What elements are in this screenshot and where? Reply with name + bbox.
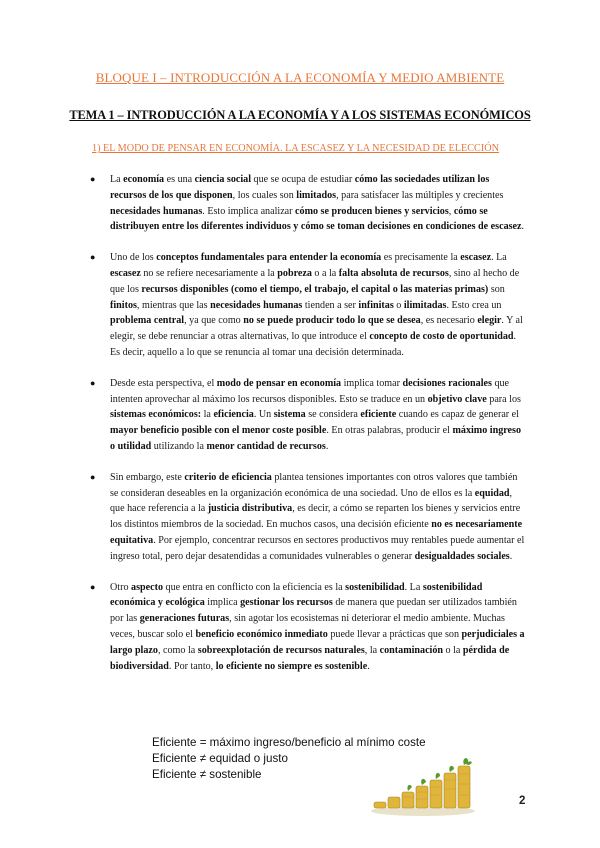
text-run: que se ocupa de estudiar <box>251 174 355 185</box>
text-run: . Por ejemplo, concentrar recursos en sectores productivos muy rentables puede aumentar el ingreso total, pero dejar desatendidas a comunidades vulnerables o generar <box>110 534 525 562</box>
text-run: . La <box>404 581 423 593</box>
text-run: Otro <box>110 581 132 593</box>
bold-term: menor cantidad de recursos <box>206 440 326 452</box>
text-run: , es necesario <box>420 315 478 327</box>
bold-term: necesidades humanas <box>210 299 303 311</box>
page-number: 2 <box>519 795 526 807</box>
text-run: . Esto implica analizar <box>202 205 296 217</box>
text-run: . En otras palabras, producir el <box>326 425 453 437</box>
text-run: utilizando la <box>151 440 207 452</box>
text-run: , los cuales son <box>232 189 297 201</box>
text-run: para los <box>486 393 521 405</box>
text-run: plantea tensiones importantes con otros valores que también se consideran deseables en la organización económica de una sociedad. Uno de ellos es la <box>110 471 518 499</box>
text-run: o a la <box>311 267 339 279</box>
text-run: . <box>325 440 329 452</box>
bold-term: escasez <box>110 267 141 279</box>
text-run: , que hace referencia a la <box>110 487 513 515</box>
text-run: , es decir, a cómo se reparten los bienes y servicios entre los distintos miembros de la sociedad. En muchos casos, una decisión eficiente <box>110 503 521 531</box>
text-run: puede llevar a prácticas que son <box>327 628 462 640</box>
bold-term: ilimitadas <box>403 299 447 311</box>
text-run: no se refiere necesariamente a la <box>140 267 278 279</box>
bullet-dot-icon: ● <box>90 174 96 184</box>
bold-term: sostenibilidad <box>345 581 405 593</box>
text-run: implica <box>204 597 241 609</box>
bold-term: recursos disponibles (como el tiempo, el trabajo, el capital o las materias primas) <box>141 283 489 295</box>
text-run: que intenten aprovechar al máximo los recursos disponibles. Esto se traduce en un <box>110 377 510 405</box>
bold-term: limitados <box>296 189 337 201</box>
tema-title: TEMA 1 – INTRODUCCIÓN A LA ECONOMÍA Y A LOS SISTEMAS ECONÓMICOS <box>69 108 531 122</box>
formula-line: Eficiente ≠ sostenible <box>152 768 262 781</box>
text-run: , como la <box>157 644 198 656</box>
bold-term: sobreexplotación de recursos naturales <box>197 644 365 656</box>
text-run: . Un <box>253 409 274 421</box>
text-run: . <box>509 550 513 562</box>
text-run: Uno de los <box>110 252 157 264</box>
bold-term: modo de pensar en economía <box>216 377 342 389</box>
bullet-dot-icon: ● <box>90 377 96 388</box>
text-run: Desde esta perspectiva, el <box>110 377 217 389</box>
bold-term: falta absoluta de recursos <box>338 267 449 279</box>
bold-term: cómo las sociedades utilizan los recursos de los que disponen <box>110 174 490 201</box>
bloque-title: BLOQUE I – INTRODUCCIÓN A LA ECONOMÍA Y MEDIO AMBIENTE <box>95 70 505 85</box>
bold-term: sistemas económicos: <box>110 409 202 421</box>
bold-term: eficiencia <box>213 409 254 421</box>
text-run: , para satisfacer las múltiples y crecientes <box>336 189 504 201</box>
bold-term: criterio de eficiencia <box>184 471 272 483</box>
bullet-list <box>88 172 528 689</box>
bold-term: no se puede producir todo lo que se desea <box>243 315 421 327</box>
bold-term: cómo se producen bienes y servicios <box>295 205 449 217</box>
text-run: . Es decir, aquello a lo que se renuncia al tomar una decisión determinada. <box>110 331 517 358</box>
bold-term: gestionar los recursos <box>240 597 333 609</box>
bold-term: equidad <box>474 487 510 499</box>
bullet-dot-icon: ● <box>90 581 96 592</box>
bold-term: pérdida de biodiversidad <box>110 644 510 672</box>
bold-term: perjudiciales a largo plazo <box>110 628 525 656</box>
bold-term: problema central <box>110 315 185 327</box>
bullet-dot-icon: ● <box>90 471 96 482</box>
bold-term: máximo ingreso o utilidad <box>110 425 522 452</box>
text-run: cuando es capaz de generar el <box>396 409 519 421</box>
bold-term: sostenibilidad económica y ecológica <box>110 581 483 609</box>
bold-term: sistema <box>273 409 306 421</box>
bold-term: justicia distributiva <box>207 503 293 515</box>
bold-term: desigualdades sociales <box>414 550 510 562</box>
bold-term: decisiones racionales <box>402 377 492 389</box>
bold-term: elegir <box>477 315 502 327</box>
text-run: se considera <box>305 409 361 421</box>
text-run: de manera que puedan ser utilizados también por las <box>110 597 517 625</box>
bold-term: economía <box>123 174 165 185</box>
text-run: Sin embargo, este <box>110 471 185 483</box>
bold-term: pobreza <box>277 267 312 279</box>
bold-term: escasez <box>460 252 492 264</box>
text-run: que entra en conflicto con la eficiencia es la <box>163 581 346 593</box>
bold-term: eficiente <box>360 409 397 421</box>
bold-term: aspecto <box>131 581 163 593</box>
bold-term: ciencia social <box>194 174 252 185</box>
bullet-paragraph <box>88 250 528 361</box>
text-run: , sino al hecho de que los <box>110 267 520 295</box>
bold-term: cómo se distribuyen entre los diferentes individuos y cómo se toman decisiones en condiciones de escasez <box>110 205 522 233</box>
bold-term: mayor beneficio posible con el menor coste posible <box>110 425 327 437</box>
text-run: tienden a ser <box>302 299 359 311</box>
bold-term: conceptos fundamentales para entender la economía <box>156 252 382 264</box>
section-heading: 1) EL MODO DE PENSAR EN ECONOMÍA. LA ESCASEZ Y LA NECESIDAD DE ELECCIÓN <box>92 143 499 154</box>
bold-term: beneficio económico inmediato <box>195 628 328 640</box>
bold-term: contaminación <box>379 644 444 656</box>
text-run: , sin agotar los ecosistemas ni deteriorar el medio ambiente. Muchas veces, buscar solo el <box>110 613 505 640</box>
text-run: o <box>393 299 404 311</box>
text-run: . <box>521 221 525 233</box>
coins-growth-icon <box>368 747 478 817</box>
bold-term: lo eficiente no siempre es sostenible <box>215 660 368 672</box>
text-run: , <box>448 205 454 217</box>
text-run: . Por tanto, <box>168 660 216 672</box>
text-run: . Y al elegir, se debe renunciar a otras alternativas, lo que introduce el <box>110 315 523 343</box>
text-run: , la <box>364 644 380 656</box>
text-run: , ya que como <box>184 315 244 327</box>
bold-term: generaciones futuras <box>139 613 230 625</box>
text-run: la <box>201 409 214 421</box>
bold-term: concepto de costo de oportunidad <box>369 331 514 343</box>
text-run: implica tomar <box>341 377 403 389</box>
text-run: es precisamente la <box>381 252 461 264</box>
bold-term: necesidades humanas <box>110 205 203 217</box>
bullet-paragraph <box>88 580 528 675</box>
bold-term: finitos <box>110 299 137 311</box>
bullet-paragraph <box>88 470 528 565</box>
text-run: , mientras que las <box>136 299 211 311</box>
text-run: o la <box>443 644 463 656</box>
text-run: . Esto crea un <box>446 299 502 311</box>
formula-line: Eficiente = máximo ingreso/beneficio al mínimo coste <box>152 736 426 749</box>
formula-line: Eficiente ≠ equidad o justo <box>152 752 288 765</box>
bullet-paragraph <box>88 172 528 235</box>
bold-term: objetivo clave <box>427 393 487 405</box>
bold-term: infinitas <box>358 299 394 311</box>
bullet-dot-icon: ● <box>90 252 96 263</box>
text-run: es una <box>164 174 195 185</box>
text-run: son <box>488 283 505 295</box>
text-run: . <box>367 660 370 672</box>
bullet-paragraph <box>88 376 528 455</box>
text-run: . La <box>491 252 507 264</box>
bold-term: no es necesariamente equitativa <box>110 519 523 546</box>
text-run: La <box>110 174 124 185</box>
